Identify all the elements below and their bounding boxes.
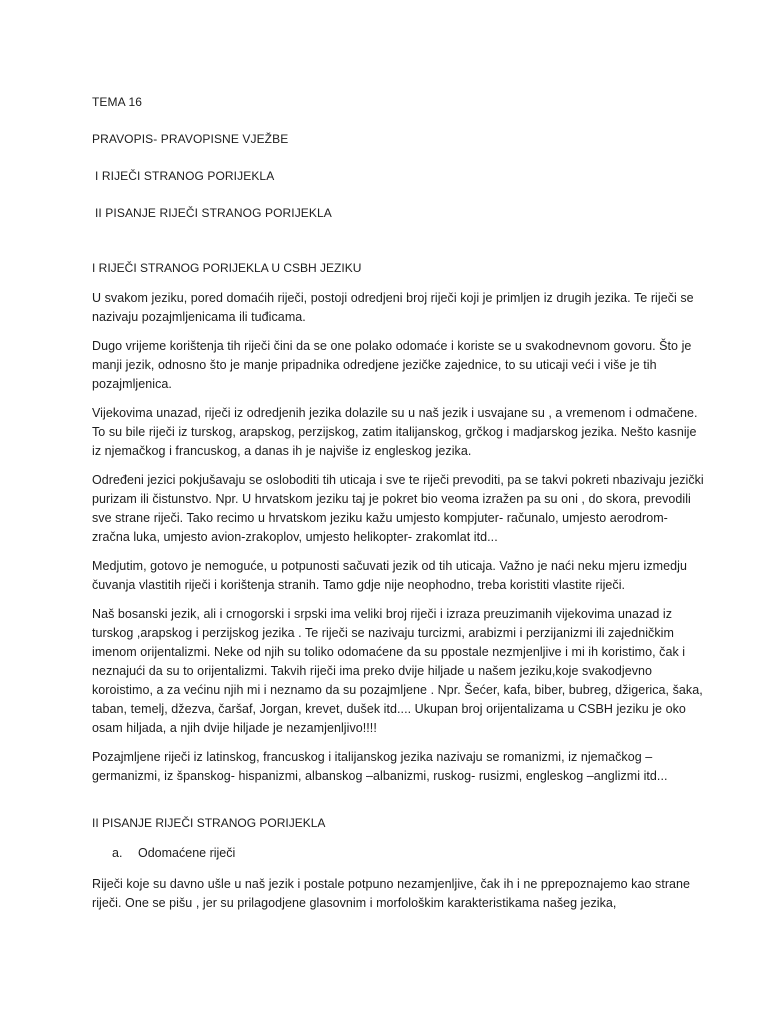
- paragraph: Dugo vrijeme korištenja tih riječi čini da se one polako odomaće i koriste se u svakodnevnom govoru. Što je manji jezik, odnosno što je manje pripadnika odredjene jezičke zajednice, to su uticaji veći i više je tih pozajmljenica.: [92, 339, 692, 391]
- paragraph: Medjutim, gotovo je nemoguće, u potpunosti sačuvati jezik od tih uticaja. Važno je naći neku mjeru izmedju čuvanja vlastitih riječi i korištenja stranih. Tamo gdje nije neophodno, treba koristiti vlastite riječi.: [92, 559, 687, 592]
- spacer: [92, 241, 708, 259]
- subheading-letter: a.: [112, 846, 123, 860]
- topic-part-two: II PISANJE RIJEČI STRANOG PORIJEKLA: [95, 206, 332, 220]
- spacer: [92, 796, 708, 814]
- topic-part-one: I RIJEČI STRANOG PORIJEKLA: [95, 169, 275, 183]
- paragraph: Naš bosanski jezik, ali i crnogorski i srpski ima veliki broj riječi i izraza preuzimanih vijekovima unazad iz turskog ,arapskog i perzijskog jezika . Te riječi se nazivaju turcizmi, arabizmi i perzijanizmi ili zajedničkim imenom orijentalizmi. Neke od njih su toliko odomaćene da su ppostale nezmjenljive i mi ih koristimo, čak i neznajući da su to orijentalizmi. Takvih riječi ima preko dvije hiljade u našem jeziku,koje svakodjevno koroistimo, a za većinu njih mi i neznamo da su pozajmljene . Npr. Šećer, kafa, biber, bubreg, džigerica, šaka, taban, temelj, džezva, čaršaf, Jorgan, krevet, dušek itd.... Ukupan broj orijentalizama u CSBH jeziku je oko osam hiljada, a njih dvije hiljade je nezamjenljivo!!!!: [92, 607, 703, 735]
- paragraph: Određeni jezici pokjušavaju se osloboditi tih uticaja i sve te riječi prevoditi, pa se takvi pokreti nbazivaju jezički purizam ili čistunstvo. Npr. U hrvatskom jeziku taj je pokret bio veoma izražen pa su oni , do skora, prevodili sve strane riječi. Tako recimo u hrvatskom jeziku kažu umjesto kompjuter- računalo, umjesto aerodrom- zračna luka, umjesto avion-zrakoplov, umjesto helikopter- zrakomlat itd...: [92, 473, 704, 544]
- section-one-title: I RIJEČI STRANOG PORIJEKLA U CSBH JEZIKU: [92, 261, 362, 275]
- subheading: [92, 844, 708, 863]
- subheading-text: Odomaćene riječi: [138, 846, 236, 860]
- section-two-title: II PISANJE RIJEČI STRANOG PORIJEKLA: [92, 816, 326, 830]
- paragraph: Pozajmljene riječi iz latinskog, francuskog i italijanskog jezika nazivaju se romanizmi, iz njemačkog – germanizmi, iz španskog- hispanizmi, albanskog –albanizmi, ruskog- rusizmi, engleskog –anglizmi itd...: [92, 750, 668, 783]
- topic-number: TEMA 16: [92, 95, 143, 109]
- paragraph: Riječi koje su davno ušle u naš jezik i postale potpuno nezamjenljive, čak ih i ne pprepoznajemo kao strane riječi. One se pišu , jer su prilagodjene glasovnim i morfološkim karakteristikama našeg jezika,: [92, 877, 691, 910]
- topic-title: PRAVOPIS- PRAVOPISNE VJEŽBE: [92, 132, 289, 146]
- paragraph: U svakom jeziku, pored domaćih riječi, postoji odredjeni broj riječi koji je primljen iz drugih jezika. Te riječi se nazivaju pozajmljenicama ili tuđicama.: [92, 291, 694, 324]
- paragraph: Vijekovima unazad, riječi iz odredjenih jezika dolazile su u naš jezik i usvajane su , a vremenom i odmačene. To su bile riječi iz turskog, arapskog, perzijskog, zatim italijanskog, grčkog i madjarskog jezika. Nešto kasnije iz njemačkog i francuskog, a danas ih je najviše iz engleskog jezika.: [92, 406, 698, 458]
